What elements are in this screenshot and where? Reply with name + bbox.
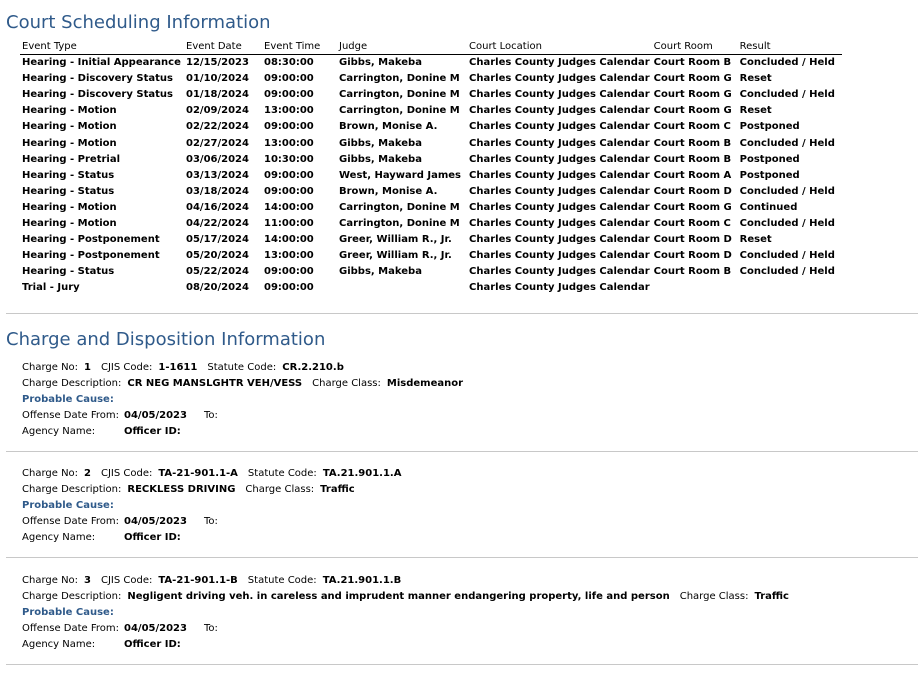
cell-result: Concluded / Held [739, 57, 835, 69]
charge-class-label: Charge Class: [679, 591, 749, 602]
table-row [20, 232, 842, 248]
cell-result: Concluded / Held [739, 217, 835, 229]
cjis-code-value: TA-21-901.1-A [158, 468, 238, 479]
cell-court-room: Court Room D [653, 234, 732, 246]
cell-event-date: 05/22/2024 [186, 266, 249, 278]
charge-no-label: Charge No: [22, 362, 79, 373]
court-scheduling-table [20, 40, 842, 296]
statute-code-label: Statute Code: [247, 468, 317, 479]
cell-judge: West, Hayward James [339, 169, 461, 181]
cell-court-room: Court Room G [653, 89, 732, 101]
charge-class-value: Traffic [320, 484, 355, 495]
cell-result: Concluded / Held [739, 185, 835, 197]
cell-result: Continued [739, 201, 798, 213]
charge-block [22, 466, 902, 546]
cell-event-time: 14:00:00 [264, 234, 314, 246]
agency-line [22, 637, 902, 653]
table-row [20, 184, 842, 200]
cell-court-room: Court Room A [653, 169, 732, 181]
cell-judge: Brown, Monise A. [339, 121, 438, 133]
cell-judge: Carrington, Donine M [339, 89, 460, 101]
table-row [20, 119, 842, 135]
charge-disposition-title: Charge and Disposition Information [6, 329, 326, 350]
charge-header-line [22, 466, 902, 482]
offense-date-line [22, 621, 902, 637]
header-court-location: Court Location [467, 40, 652, 55]
charge-class-label: Charge Class: [312, 378, 381, 389]
charge-description-line [22, 482, 902, 498]
cell-court-location: Charles County Judges Calendar [469, 137, 650, 149]
cell-event-time: 08:30:00 [264, 57, 314, 69]
cell-event-type: Hearing - Initial Appearance [22, 57, 181, 69]
cell-court-room: Court Room C [653, 121, 731, 133]
table-row [20, 135, 842, 151]
cell-event-type: Hearing - Discovery Status [22, 89, 173, 101]
agency-name-label: Agency Name: [22, 532, 96, 543]
cell-event-date: 01/18/2024 [186, 89, 249, 101]
charge-description-label: Charge Description: [22, 591, 122, 602]
cell-event-time: 09:00:00 [264, 169, 314, 181]
cell-court-location: Charles County Judges Calendar [469, 250, 650, 262]
cell-court-room: Court Room G [653, 105, 732, 117]
table-row [20, 280, 842, 296]
statute-code-label: Statute Code: [207, 362, 277, 373]
offense-date-from-value: 04/05/2023 [124, 516, 187, 527]
agency-line [22, 530, 902, 546]
cell-result: Postponed [739, 121, 800, 133]
cell-judge: Carrington, Donine M [339, 73, 460, 85]
header-judge: Judge [337, 40, 467, 55]
cell-court-room: Court Room G [653, 201, 732, 213]
charge-description-value: RECKLESS DRIVING [127, 484, 236, 495]
cell-judge: Gibbs, Makeba [339, 153, 422, 165]
header-result: Result [738, 40, 842, 55]
charge-divider [6, 664, 918, 665]
cell-event-date: 03/13/2024 [186, 169, 249, 181]
offense-date-line [22, 514, 902, 530]
cell-result: Concluded / Held [739, 137, 835, 149]
agency-name-label: Agency Name: [22, 426, 96, 437]
officer-id-label: Officer ID: [124, 426, 181, 437]
officer-id-label: Officer ID: [124, 639, 181, 650]
offense-date-to-label: To: [204, 410, 218, 421]
cell-event-time: 13:00:00 [264, 250, 314, 262]
cell-judge: Carrington, Donine M [339, 105, 460, 117]
cell-court-room: Court Room B [653, 266, 732, 278]
cell-result: Postponed [739, 169, 800, 181]
cjis-code-value: 1-1611 [158, 362, 198, 373]
cjis-code-value: TA-21-901.1-B [158, 575, 238, 586]
cell-judge: Greer, William R., Jr. [339, 234, 452, 246]
cell-court-location: Charles County Judges Calendar [469, 266, 650, 278]
cell-court-location: Charles County Judges Calendar [469, 234, 650, 246]
offense-date-from-label: Offense Date From: [22, 516, 120, 527]
cell-judge: Brown, Monise A. [339, 185, 438, 197]
cell-court-room: Court Room C [653, 217, 731, 229]
cell-court-location: Charles County Judges Calendar [469, 57, 650, 69]
cell-event-type: Hearing - Motion [22, 217, 117, 229]
cjis-code-label: CJIS Code: [101, 575, 153, 586]
table-row [20, 152, 842, 168]
cell-judge: Carrington, Donine M [339, 201, 460, 213]
cell-event-date: 05/20/2024 [186, 250, 249, 262]
cell-result: Reset [739, 234, 772, 246]
cell-event-date: 04/16/2024 [186, 201, 249, 213]
cell-event-date: 02/09/2024 [186, 105, 249, 117]
offense-date-line [22, 408, 902, 424]
cell-event-type: Hearing - Status [22, 169, 115, 181]
header-event-time: Event Time [262, 40, 337, 55]
statute-code-value: CR.2.210.b [282, 362, 344, 373]
probable-cause-label: Probable Cause: [22, 394, 114, 405]
cell-court-room: Court Room D [653, 250, 732, 262]
cell-court-room: Court Room B [653, 137, 732, 149]
charge-block [22, 360, 902, 440]
statute-code-value: TA.21.901.1.B [322, 575, 402, 586]
cell-court-location: Charles County Judges Calendar [469, 105, 650, 117]
cell-judge: Gibbs, Makeba [339, 137, 422, 149]
charge-divider [6, 451, 918, 452]
cell-court-location: Charles County Judges Calendar [469, 89, 650, 101]
cell-event-type: Hearing - Motion [22, 105, 117, 117]
table-row [20, 200, 842, 216]
cell-result: Reset [739, 73, 772, 85]
charge-header-line [22, 573, 902, 589]
court-scheduling-title: Court Scheduling Information [6, 12, 271, 33]
cell-event-type: Hearing - Postponement [22, 234, 160, 246]
cell-judge [337, 280, 467, 296]
cell-result: Reset [739, 105, 772, 117]
table-row [20, 248, 842, 264]
header-court-room: Court Room [652, 40, 738, 55]
cell-result: Concluded / Held [739, 89, 835, 101]
cell-event-type: Trial - Jury [22, 282, 80, 294]
charge-class-value: Traffic [754, 591, 789, 602]
table-header-row [20, 40, 842, 55]
cell-event-time: 09:00:00 [264, 266, 314, 278]
cell-event-time: 13:00:00 [264, 137, 314, 149]
table-row [20, 87, 842, 103]
cell-court-location: Charles County Judges Calendar [469, 169, 650, 181]
header-event-date: Event Date [184, 40, 262, 55]
table-row [20, 168, 842, 184]
probable-cause-label: Probable Cause: [22, 500, 114, 511]
cell-court-room [652, 280, 738, 296]
statute-code-value: TA.21.901.1.A [322, 468, 402, 479]
cell-judge: Greer, William R., Jr. [339, 250, 452, 262]
charge-no-value: 2 [84, 468, 91, 479]
charge-divider [6, 557, 918, 558]
cell-result: Postponed [739, 153, 800, 165]
cell-event-date: 12/15/2023 [186, 57, 249, 69]
cell-event-time: 09:00:00 [264, 185, 314, 197]
cell-event-date: 02/27/2024 [186, 137, 249, 149]
charge-description-value: Negligent driving veh. in careless and imprudent manner endangering property, life and person [127, 591, 670, 602]
cell-event-time: 09:00:00 [264, 73, 314, 85]
cell-court-room: Court Room G [653, 73, 732, 85]
charge-description-line [22, 589, 902, 605]
cell-event-date: 05/17/2024 [186, 234, 249, 246]
cell-event-type: Hearing - Postponement [22, 250, 160, 262]
charge-description-label: Charge Description: [22, 484, 122, 495]
probable-cause-label: Probable Cause: [22, 607, 114, 618]
cjis-code-label: CJIS Code: [101, 468, 153, 479]
charge-no-label: Charge No: [22, 575, 79, 586]
cell-event-time: 14:00:00 [264, 201, 314, 213]
charge-class-label: Charge Class: [245, 484, 315, 495]
table-row [20, 216, 842, 232]
agency-name-label: Agency Name: [22, 639, 96, 650]
cell-court-room: Court Room D [653, 185, 732, 197]
cell-event-date: 08/20/2024 [186, 282, 249, 294]
cell-event-type: Hearing - Motion [22, 137, 117, 149]
cell-event-time: 11:00:00 [264, 217, 314, 229]
agency-line [22, 424, 902, 440]
charge-no-value: 3 [84, 575, 91, 586]
cell-judge: Carrington, Donine M [339, 217, 460, 229]
charge-no-value: 1 [84, 362, 91, 373]
cell-court-location: Charles County Judges Calendar [469, 153, 650, 165]
offense-date-from-value: 04/05/2023 [124, 623, 187, 634]
offense-date-to-label: To: [204, 623, 218, 634]
section-divider [6, 313, 918, 314]
probable-cause-line [22, 605, 902, 621]
cell-event-date: 03/06/2024 [186, 153, 249, 165]
header-event-type: Event Type [20, 40, 184, 55]
cell-event-date: 04/22/2024 [186, 217, 249, 229]
cell-result [738, 280, 842, 296]
cell-court-location: Charles County Judges Calendar [469, 185, 650, 197]
table-row [20, 103, 842, 119]
cell-judge: Gibbs, Makeba [339, 57, 422, 69]
charge-class-value: Misdemeanor [386, 378, 464, 389]
table-row [20, 264, 842, 280]
cell-court-location: Charles County Judges Calendar [469, 121, 650, 133]
cell-event-time: 10:30:00 [264, 153, 314, 165]
cell-event-type: Hearing - Status [22, 266, 115, 278]
charge-header-line [22, 360, 902, 376]
cell-event-date: 01/10/2024 [186, 73, 249, 85]
cjis-code-label: CJIS Code: [101, 362, 153, 373]
cell-court-location: Charles County Judges Calendar [469, 73, 650, 85]
cell-court-location: Charles County Judges Calendar [469, 282, 650, 294]
offense-date-from-value: 04/05/2023 [124, 410, 187, 421]
cell-event-date: 02/22/2024 [186, 121, 249, 133]
cell-event-time: 13:00:00 [264, 105, 314, 117]
cell-result: Concluded / Held [739, 266, 835, 278]
cell-court-room: Court Room B [653, 153, 732, 165]
cell-event-type: Hearing - Motion [22, 121, 117, 133]
offense-date-from-label: Offense Date From: [22, 623, 120, 634]
cell-event-type: Hearing - Discovery Status [22, 73, 173, 85]
cell-court-location: Charles County Judges Calendar [469, 201, 650, 213]
cell-event-type: Hearing - Motion [22, 201, 117, 213]
cell-event-type: Hearing - Pretrial [22, 153, 121, 165]
cell-event-date: 03/18/2024 [186, 185, 249, 197]
cell-judge: Gibbs, Makeba [339, 266, 422, 278]
cell-court-room: Court Room B [653, 57, 732, 69]
table-row [20, 55, 842, 72]
cell-event-time: 09:00:00 [264, 121, 314, 133]
table-row [20, 71, 842, 87]
probable-cause-line [22, 498, 902, 514]
charge-description-value: CR NEG MANSLGHTR VEH/VESS [127, 378, 303, 389]
officer-id-label: Officer ID: [124, 532, 181, 543]
cell-court-location: Charles County Judges Calendar [469, 217, 650, 229]
offense-date-from-label: Offense Date From: [22, 410, 120, 421]
cell-event-time: 09:00:00 [264, 89, 314, 101]
charge-no-label: Charge No: [22, 468, 79, 479]
charge-description-label: Charge Description: [22, 378, 122, 389]
probable-cause-line [22, 392, 902, 408]
cell-event-time: 09:00:00 [264, 282, 314, 294]
cell-event-type: Hearing - Status [22, 185, 115, 197]
offense-date-to-label: To: [204, 516, 218, 527]
statute-code-label: Statute Code: [247, 575, 317, 586]
cell-result: Concluded / Held [739, 250, 835, 262]
charge-block [22, 573, 902, 653]
charge-description-line [22, 376, 902, 392]
